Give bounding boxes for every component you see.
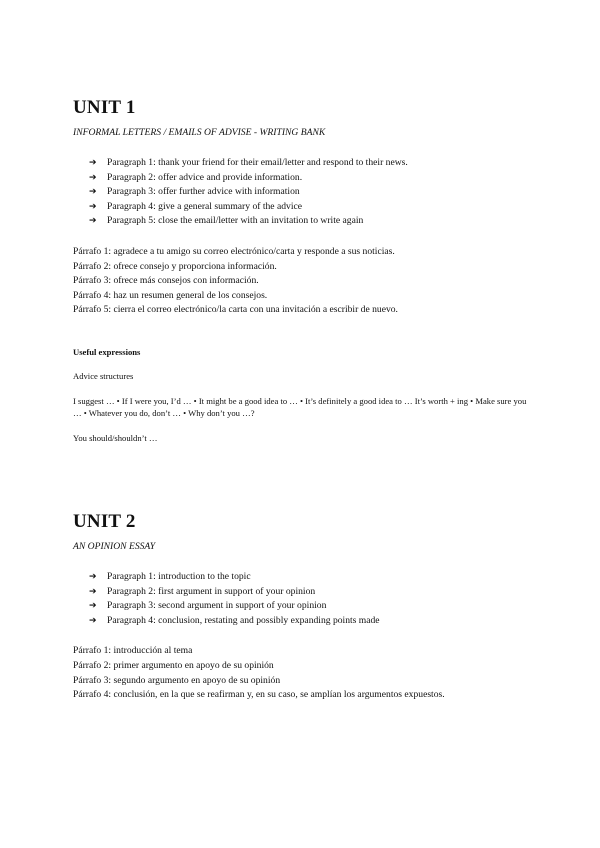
list-item: Párrafo 2: primer argumento en apoyo de su opinión (73, 659, 274, 671)
list-item (89, 599, 573, 614)
useful-expressions-heading: Useful expressions (73, 346, 141, 357)
list-item-text: Paragraph 1: introduction to the topic (107, 571, 251, 582)
arrow-right-icon: ➔ (89, 586, 97, 597)
list-item (89, 570, 573, 585)
unit-1-paragraph-guide-es (73, 245, 573, 318)
list-item: Párrafo 1: introducción al tema (73, 645, 193, 657)
arrow-right-icon: ➔ (89, 187, 97, 198)
unit-1-section (73, 96, 573, 444)
list-item: Párrafo 1: agradece a tu amigo su correo electrónico/carta y responde a sus noticias. (73, 245, 395, 257)
list-item (89, 156, 573, 171)
list-item: Párrafo 3: segundo argumento en apoyo de su opinión (73, 674, 281, 686)
list-item (89, 185, 573, 200)
list-item-text: Paragraph 4: conclusion, restating and possibly expanding points made (107, 614, 380, 626)
unit-1-title: UNIT 1 (73, 97, 136, 118)
list-item-text: Paragraph 5: close the email/letter with an invitation to write again (107, 215, 364, 227)
list-item-text: Paragraph 2: offer advice and provide information. (107, 171, 303, 183)
list-item-text: Paragraph 3: offer further advice with information (107, 186, 300, 198)
arrow-right-icon: ➔ (89, 216, 97, 227)
unit-1-subtitle: INFORMAL LETTERS / EMAILS OF ADVISE - WRITING BANK (73, 127, 326, 138)
list-item: Párrafo 5: cierra el correo electrónico/la carta con una invitación a escribir de nuevo. (73, 304, 398, 316)
arrow-right-icon: ➔ (89, 201, 97, 212)
advice-structures-heading: Advice structures (73, 370, 134, 381)
list-item: Párrafo 4: haz un resumen general de los consejos. (73, 289, 268, 301)
list-item: Párrafo 4: conclusión, en la que se reafirman y, en su caso, se amplían los argumentos expuestos. (73, 689, 445, 701)
should-shouldnt-text: You should/shouldn’t … (73, 432, 158, 443)
unit-2-title: UNIT 2 (73, 511, 136, 532)
unit-2-section (73, 510, 573, 703)
arrow-right-icon: ➔ (89, 572, 97, 582)
list-item-text: Paragraph 2: first argument in support of your opinion (107, 585, 316, 597)
list-item: Párrafo 3: ofrece más consejos con información. (73, 275, 259, 287)
arrow-right-icon: ➔ (89, 158, 97, 168)
unit-2-paragraph-guide-en (73, 570, 573, 628)
list-item (89, 585, 573, 600)
arrow-right-icon: ➔ (89, 601, 97, 612)
unit-2-paragraph-guide-es (73, 644, 573, 702)
list-item (89, 171, 573, 186)
advice-structures-text: I suggest … • If I were you, I’d … • It might be a good idea to … • It’s definitely a good idea to … It’s worth + ing • Make sure you … • Whatever you do, don’t … • Why don’t you …? (73, 395, 527, 419)
list-item-text: Paragraph 4: give a general summary of the advice (107, 200, 302, 212)
unit-2-subtitle: AN OPINION ESSAY (73, 541, 156, 552)
unit-1-paragraph-guide-en (73, 156, 573, 229)
arrow-right-icon: ➔ (89, 172, 97, 183)
list-item (89, 200, 573, 215)
list-item-text: Paragraph 1: thank your friend for their email/letter and respond to their news. (107, 157, 408, 168)
arrow-right-icon: ➔ (89, 615, 97, 626)
list-item: Párrafo 2: ofrece consejo y proporciona información. (73, 260, 277, 272)
list-item (89, 214, 573, 229)
list-item (89, 614, 573, 629)
list-item-text: Paragraph 3: second argument in support of your opinion (107, 600, 327, 612)
